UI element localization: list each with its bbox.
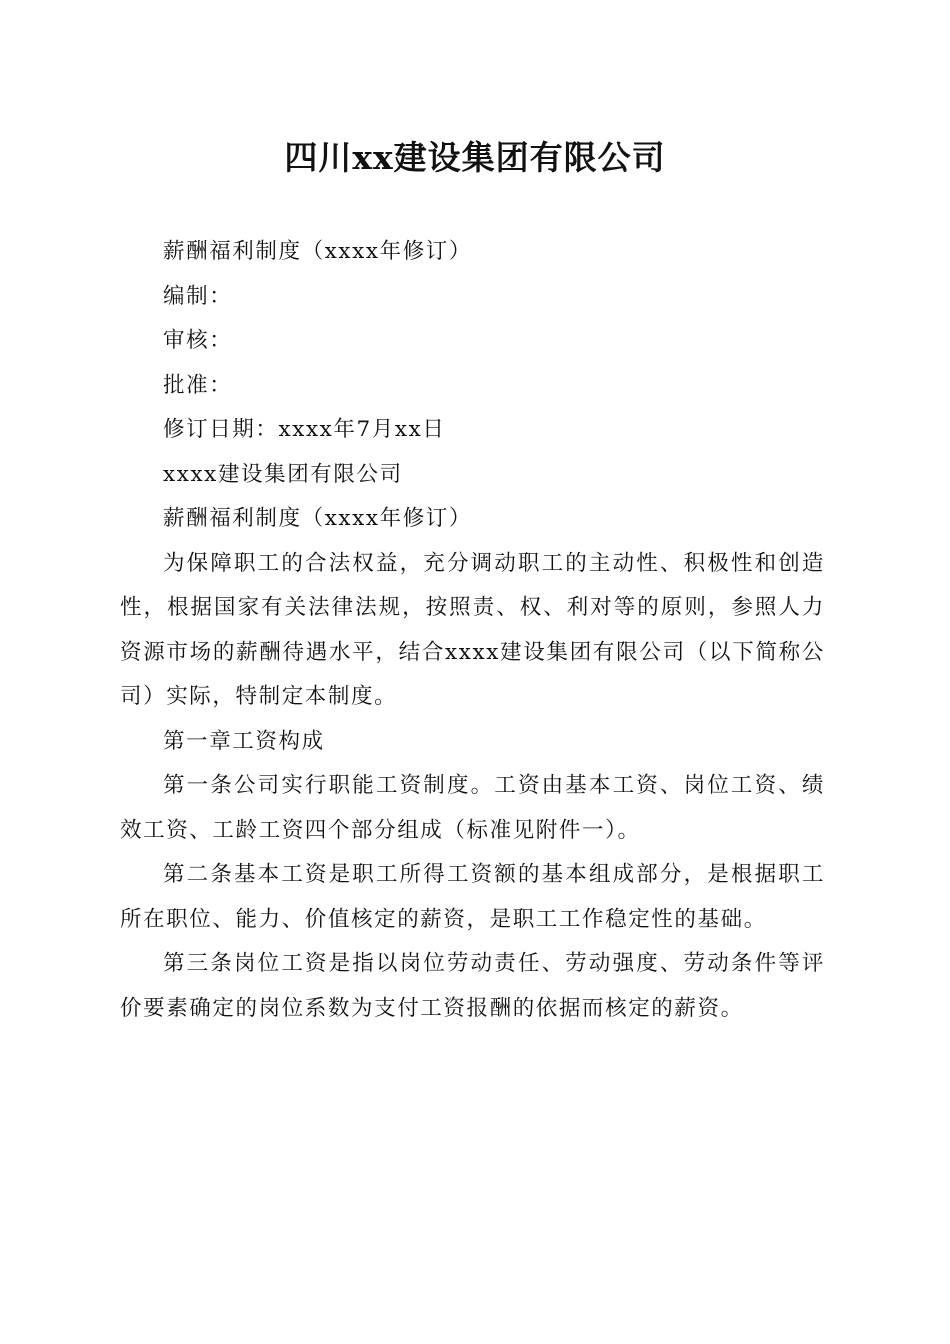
prepared-by-line: 编制： [163,283,233,309]
preamble-paragraph: 为保障职工的合法权益，充分调动职工的主动性、积极性和创造性，根据国家有关法律法规，按照责、权、利对等的原则，参照人力资源市场的薪酬待遇水平，结合xxxx建设集团有限公司（以下简称公司）实际，特制定本制度。 [120,550,825,709]
company-name-line: xxxx建设集团有限公司 [163,461,403,487]
reviewed-by-line: 审核： [163,328,233,353]
article-2: 第二条基本工资是职工所得工资额的基本组成部分，是根据职工所在职位、能力、价值核定的薪资，是职工工作稳定性的基础。 [120,862,825,932]
policy-name-line: 薪酬福利制度（xxxx年修订） [163,506,473,531]
approved-by-line: 批准： [163,372,233,398]
doc-subtitle: 薪酬福利制度（xxxx年修订） [163,239,473,264]
article-3: 第三条岗位工资是指以岗位劳动责任、劳动强度、劳动条件等评价要素确定的岗位系数为支付工资报酬的依据而核定的薪资。 [120,951,825,1021]
document-title: 四川xx建设集团有限公司 [284,138,666,177]
revision-date-line: 修订日期：xxxx年7月xx日 [163,417,446,442]
article-1: 第一条公司实行职能工资制度。工资由基本工资、岗位工资、绩效工资、工龄工资四个部分组成（标准见附件一）。 [120,773,825,843]
chapter-heading: 第一章工资构成 [163,728,325,754]
document-body [120,230,825,1031]
